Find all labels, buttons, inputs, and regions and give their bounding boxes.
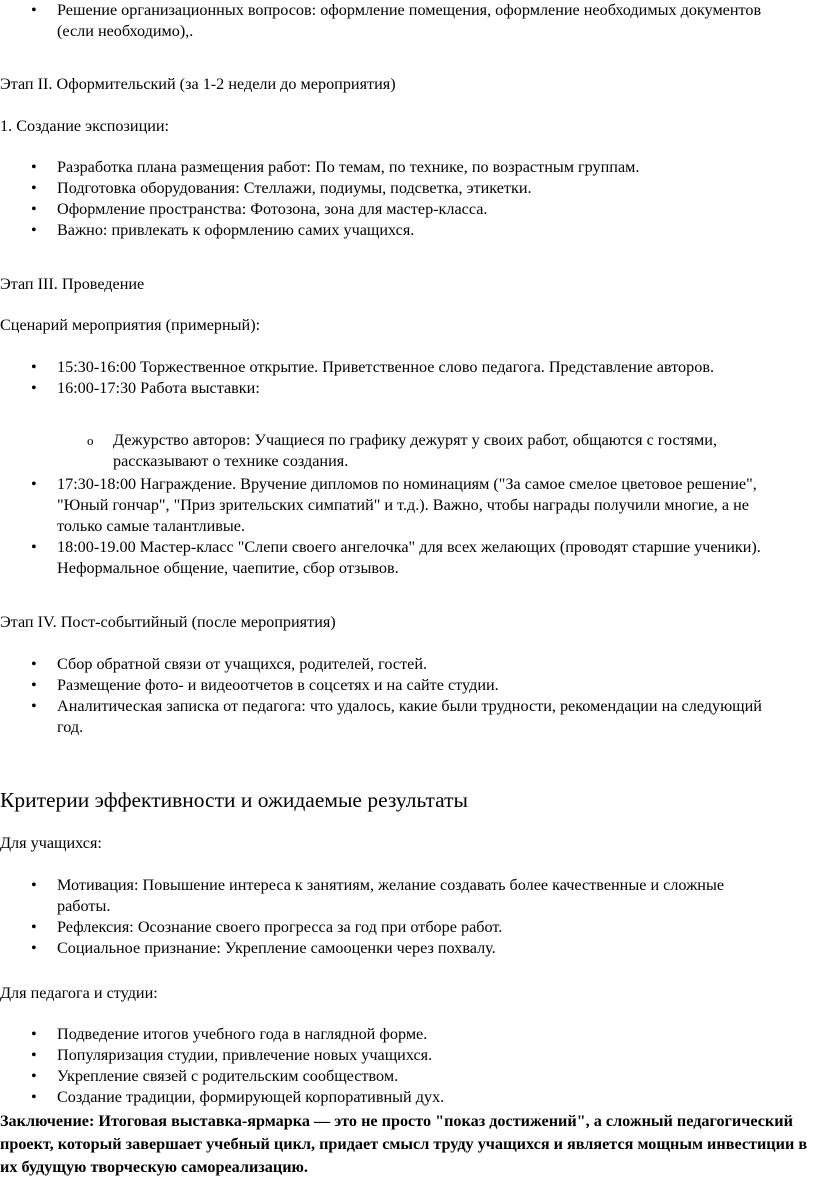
stage2-heading: Этап II. Оформительский (за 1-2 недели до мероприятия) — [0, 75, 396, 93]
list-item: • Разработка плана размещения работ: По темам, по технике, по возрастным группам. — [31, 158, 640, 176]
bullet-circle-icon: o — [87, 433, 94, 448]
bullet-disc-icon: • — [31, 1, 37, 19]
bullet-disc-icon: • — [31, 876, 37, 894]
bullet-disc-icon: • — [31, 179, 37, 197]
bullet-disc-icon: • — [31, 475, 37, 493]
stage3-list — [0, 357, 814, 399]
bullet-disc-icon: • — [31, 697, 37, 715]
sub-list-item: o Дежурство авторов: Учащиеся по графику дежурят у своих работ, общаются с гостями, рассказывают о технике создания. — [87, 431, 717, 470]
list-item: • Размещение фото- и видеоотчетов в соцсетях и на сайте студии. — [31, 676, 499, 694]
bullet-disc-icon: • — [31, 158, 37, 176]
bullet-disc-icon: • — [31, 358, 37, 376]
criteria-title: Критерии эффективности и ожидаемые результаты — [0, 788, 468, 812]
list-item: • Мотивация: Повышение интереса к занятиям, желание создавать более качественные и сложные работы. — [31, 876, 725, 915]
list-item: • Подведение итогов учебного года в наглядной форме. — [31, 1025, 428, 1043]
bullet-disc-icon: • — [31, 538, 37, 556]
bullet-disc-icon: • — [31, 221, 37, 239]
bullet-disc-icon: • — [31, 379, 37, 397]
list-item: • Подготовка оборудования: Стеллажи, подиумы, подсветка, этикетки. — [31, 179, 532, 197]
list-item: • Важно: привлекать к оформлению самих учащихся. — [31, 221, 415, 239]
list-item: • Создание традиции, формирующей корпоративный дух. — [31, 1088, 445, 1106]
list-item: • 17:30-18:00 Награждение. Вручение дипломов по номинациям ("За самое смелое цветовое решение", "Юный гончар", "Приз зрительских симпатий" и т.д.). Важно, чтобы награды получили многие, а не только самые талантливые. — [31, 475, 757, 535]
students-heading: Для учащихся: — [0, 834, 102, 852]
bullet-disc-icon: • — [31, 676, 37, 694]
stage3-list-continued — [0, 474, 814, 579]
bullet-disc-icon: • — [31, 200, 37, 218]
stage2-subheading: 1. Создание экспозиции: — [0, 117, 170, 135]
students-list — [0, 875, 814, 959]
teacher-list — [0, 1024, 814, 1108]
list-item: • Популяризация студии, привлечение новых учащихся. — [31, 1046, 433, 1064]
stage4-list — [0, 654, 814, 738]
stage3-heading: Этап III. Проведение — [0, 275, 145, 293]
stage3-subheading: Сценарий мероприятия (примерный): — [0, 316, 261, 334]
bullet-disc-icon: • — [31, 1088, 37, 1106]
list-item: • Сбор обратной связи от учащихся, родителей, гостей. — [31, 655, 428, 673]
bullet-disc-icon: • — [31, 1025, 37, 1043]
list-item: • Укрепление связей с родительским сообществом. — [31, 1067, 399, 1085]
org-list — [0, 0, 790, 42]
stage3-sublist — [0, 430, 814, 472]
teacher-heading: Для педагога и студии: — [0, 984, 158, 1002]
list-item: • Аналитическая записка от педагога: что удалось, какие были трудности, рекомендации на следующий год. — [31, 697, 762, 736]
stage4-heading: Этап IV. Пост-событийный (после мероприятия) — [0, 613, 336, 631]
list-item: • Оформление пространства: Фотозона, зона для мастер-класса. — [31, 200, 488, 218]
conclusion: Заключение: Итоговая выставка-ярмарка — это не просто "показ достижений", а сложный педагогический проект, который завершает учебный цикл, придает смысл труду учащихся и является мощным инвестиции в их будущую творческую самореализацию. — [0, 1112, 808, 1176]
bullet-disc-icon: • — [31, 1046, 37, 1064]
list-item: • 18:00-19.00 Мастер-класс "Слепи своего ангелочка" для всех желающих (проводят старшие ученики). Неформальное общение, чаепитие, сбор отзывов. — [31, 538, 761, 577]
list-item: • 15:30-16:00 Торжественное открытие. Приветственное слово педагога. Представление авторов. — [31, 358, 715, 376]
list-item: • 16:00-17:30 Работа выставки: — [31, 379, 260, 397]
stage2-list — [0, 157, 814, 241]
bullet-disc-icon: • — [31, 1067, 37, 1085]
bullet-disc-icon: • — [31, 918, 37, 936]
bullet-disc-icon: • — [31, 939, 37, 957]
list-item: • Решение организационных вопросов: оформление помещения, оформление необходимых документов (если необходимо),. — [31, 1, 762, 40]
list-item: • Социальное признание: Укрепление самооценки через похвалу. — [31, 939, 496, 957]
bullet-disc-icon: • — [31, 655, 37, 673]
list-item: • Рефлексия: Осознание своего прогресса за год при отборе работ. — [31, 918, 503, 936]
